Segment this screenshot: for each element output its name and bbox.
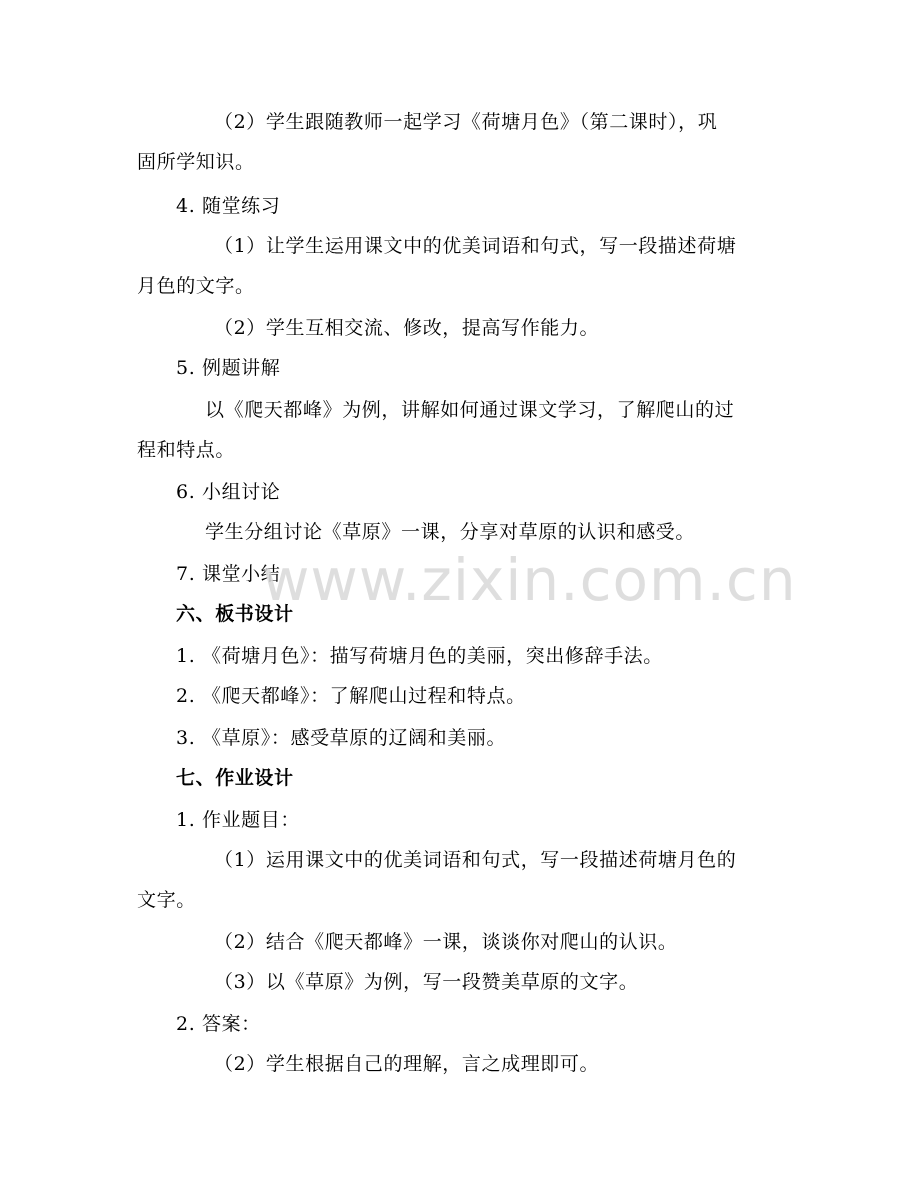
- board-item: 3. 《草原》：感受草原的辽阔和美丽。: [176, 727, 507, 749]
- board-item: 1. 《荷塘月色》：描写荷塘月色的美丽，突出修辞手法。: [176, 645, 663, 667]
- watermark: www.zixin.com.cn: [262, 546, 797, 614]
- section-item-title: 4. 随堂练习: [176, 195, 281, 217]
- section-item-title: 5. 例题讲解: [176, 357, 281, 379]
- paragraph-line: 以《爬天都峰》为例，讲解如何通过课文学习，了解爬山的过: [205, 399, 735, 421]
- paragraph-line: （1）让学生运用课文中的优美词语和句式，写一段描述荷塘: [214, 235, 737, 257]
- section-heading: 七、作业设计: [176, 767, 294, 789]
- section-item-title: 6. 小组讨论: [176, 481, 281, 503]
- section-item-title: 7. 课堂小结: [176, 563, 281, 585]
- board-item: 2. 《爬天都峰》：了解爬山过程和特点。: [176, 685, 526, 707]
- paragraph-line: （2）学生跟随教师一起学习《荷塘月色》（第二课时），巩: [214, 111, 718, 133]
- paragraph-line: 固所学知识。: [137, 151, 255, 173]
- paragraph-line: （2）学生根据自己的理解，言之成理即可。: [214, 1053, 600, 1075]
- paragraph-line: （1）运用课文中的优美词语和句式，写一段描述荷塘月色的: [214, 849, 737, 871]
- paragraph-line: 文字。: [137, 889, 196, 911]
- paragraph-line: （3）以《草原》为例，写一段赞美草原的文字。: [214, 971, 639, 993]
- section-heading: 六、板书设计: [176, 603, 294, 625]
- section-item-title: 1. 作业题目：: [176, 809, 300, 831]
- section-item-title: 2. 答案：: [176, 1013, 261, 1035]
- paragraph-line: （2）结合《爬天都峰》一课，谈谈你对爬山的认识。: [214, 931, 678, 953]
- paragraph-line: 月色的文字。: [137, 275, 255, 297]
- paragraph-line: 学生分组讨论《草原》一课，分享对草原的认识和感受。: [205, 521, 696, 543]
- paragraph-line: （2）学生互相交流、修改，提高写作能力。: [214, 317, 600, 339]
- paragraph-line: 程和特点。: [137, 439, 236, 461]
